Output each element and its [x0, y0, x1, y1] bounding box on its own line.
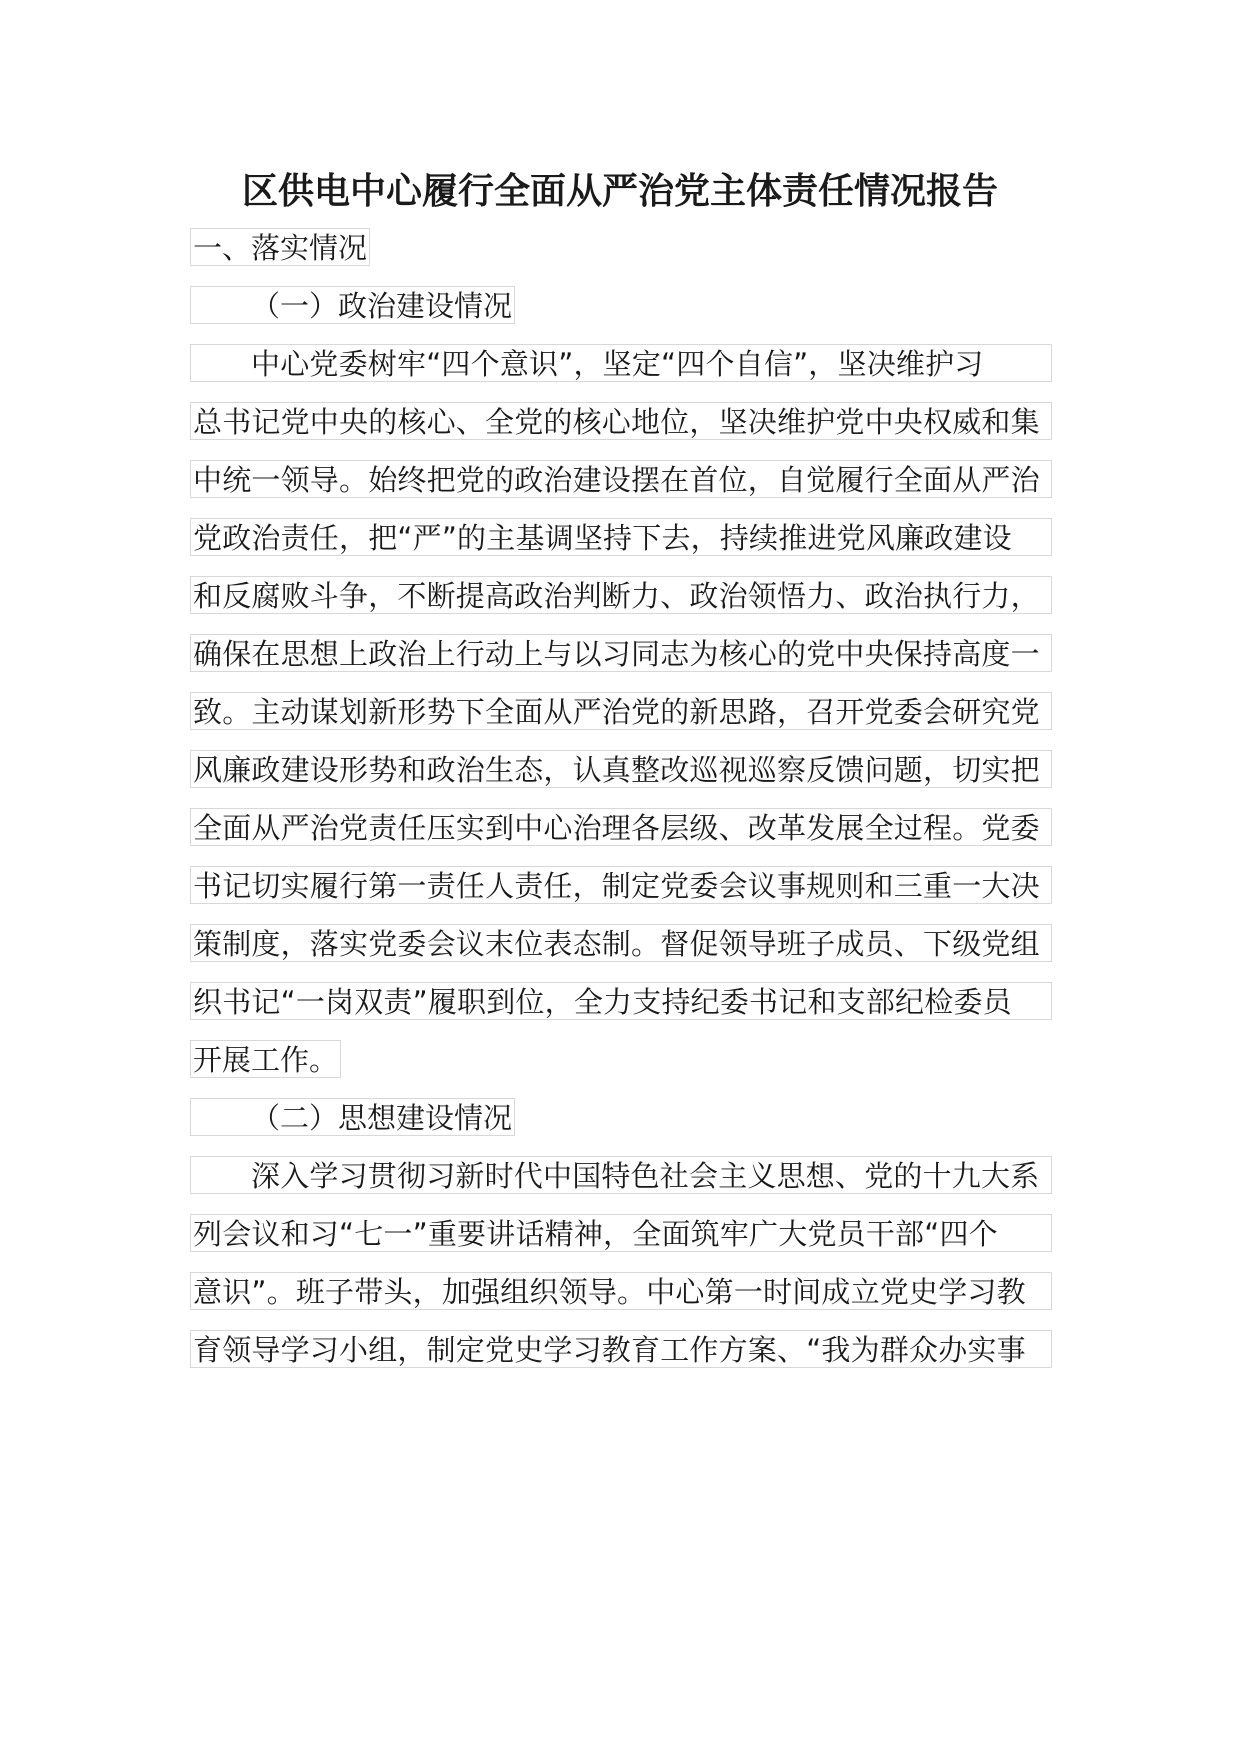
paragraph-line: 确保在思想上政治上行动上与以习同志为核心的党中央保持高度一	[190, 634, 1052, 672]
paragraph-line: 全面从严治党责任压实到中心治理各层级、改革发展全过程。党委	[190, 808, 1052, 846]
paragraph-line: 中统一领导。始终把党的政治建设摆在首位，自觉履行全面从严治	[190, 460, 1052, 498]
paragraph-line: 意识”。班子带头，加强组织领导。中心第一时间成立党史学习教	[190, 1272, 1052, 1310]
paragraph-line: 育领导学习小组，制定党史学习教育工作方案、“我为群众办实事	[190, 1330, 1052, 1368]
paragraph-line: 党政治责任，把“严”的主基调坚持下去，持续推进党风廉政建设	[190, 518, 1052, 556]
subsection-heading-2: （二）思想建设情况	[190, 1098, 515, 1136]
document-title: 区供电中心履行全面从严治党主体责任情况报告	[241, 171, 998, 212]
paragraph-line: 和反腐败斗争，不断提高政治判断力、政治领悟力、政治执行力，	[190, 576, 1052, 614]
paragraph-line: 深入学习贯彻习新时代中国特色社会主义思想、党的十九大系	[190, 1156, 1052, 1194]
paragraph-line: 列会议和习“七一”重要讲话精神，全面筑牢广大党员干部“四个	[190, 1214, 1052, 1252]
paragraph-line: 风廉政建设形势和政治生态，认真整改巡视巡察反馈问题，切实把	[190, 750, 1052, 788]
subsection-heading-1: （一）政治建设情况	[190, 286, 515, 324]
paragraph-line: 总书记党中央的核心、全党的核心地位，坚决维护党中央权威和集	[190, 402, 1052, 440]
paragraph-line: 开展工作。	[190, 1040, 341, 1078]
paragraph-line: 中心党委树牢“四个意识”，坚定“四个自信”，坚决维护习	[190, 344, 1052, 382]
section-heading-1: 一、落实情况	[190, 228, 370, 266]
paragraph-line: 策制度，落实党委会议末位表态制。督促领导班子成员、下级党组	[190, 924, 1052, 962]
paragraph-line: 织书记“一岗双责”履职到位，全力支持纪委书记和支部纪检委员	[190, 982, 1052, 1020]
paragraph-line: 书记切实履行第一责任人责任，制定党委会议事规则和三重一大决	[190, 866, 1052, 904]
paragraph-line: 致。主动谋划新形势下全面从严治党的新思路，召开党委会研究党	[190, 692, 1052, 730]
